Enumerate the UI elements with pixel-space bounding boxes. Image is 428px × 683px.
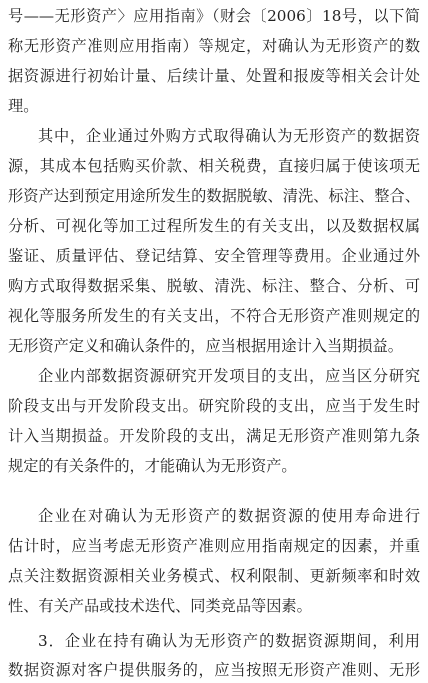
paragraph-first-line: 其中，企业通过外购方式取得确认为无形资产的数据资 (38, 127, 420, 145)
text-line: 号——无形资产〉应用指南》（财会〔2006〕18号，以下简 (8, 7, 420, 25)
text-line: 鉴证、质量评估、登记结算、安全管理等费用。企业通过外 (8, 247, 420, 265)
text-line: 源，其成本包括购买价款、相关税费，直接归属于使该项无 (8, 157, 420, 175)
text-line: 购方式取得数据采集、脱敏、清洗、标注、整合、分析、可 (8, 277, 420, 295)
text-line: 数据资源对客户提供服务的，应当按照无形资产准则、无形 (8, 661, 420, 679)
paragraph-first-line: 企业在对确认为无形资产的数据资源的使用寿命进行 (38, 507, 420, 525)
text-line: 分析、可视化等加工过程所发生的有关支出，以及数据权属 (8, 217, 420, 235)
text-line: 估计时，应当考虑无形资产准则应用指南规定的因素，并重 (8, 537, 420, 555)
text-line: 阶段支出与开发阶段支出。研究阶段的支出，应当于发生时 (8, 397, 420, 415)
text-line: 性、有关产品或技术迭代、同类竞品等因素。 (8, 597, 312, 615)
paragraph-first-line: 3．企业在持有确认为无形资产的数据资源期间，利用 (38, 632, 420, 650)
text-line: 计入当期损益。开发阶段的支出，满足无形资产准则第九条 (8, 427, 420, 445)
text-line: 点关注数据资源相关业务模式、权利限制、更新频率和时效 (8, 567, 420, 585)
text-line: 无形资产定义和确认条件的，应当根据用途计入当期损益。 (8, 337, 403, 355)
text-line: 称无形资产准则应用指南）等规定，对确认为无形资产的数 (8, 37, 420, 55)
text-line: 形资产达到预定用途所发生的数据脱敏、清洗、标注、整合、 (8, 187, 420, 205)
paragraph-first-line: 企业内部数据资源研究开发项目的支出，应当区分研究 (38, 367, 420, 385)
text-line: 据资源进行初始计量、后续计量、处置和报废等相关会计处 (8, 67, 420, 85)
text-line: 规定的有关条件的，才能确认为无形资产。 (8, 457, 297, 475)
text-line: 理。 (8, 97, 39, 115)
text-line: 视化等服务所发生的有关支出，不符合无形资产准则规定的 (8, 307, 420, 325)
